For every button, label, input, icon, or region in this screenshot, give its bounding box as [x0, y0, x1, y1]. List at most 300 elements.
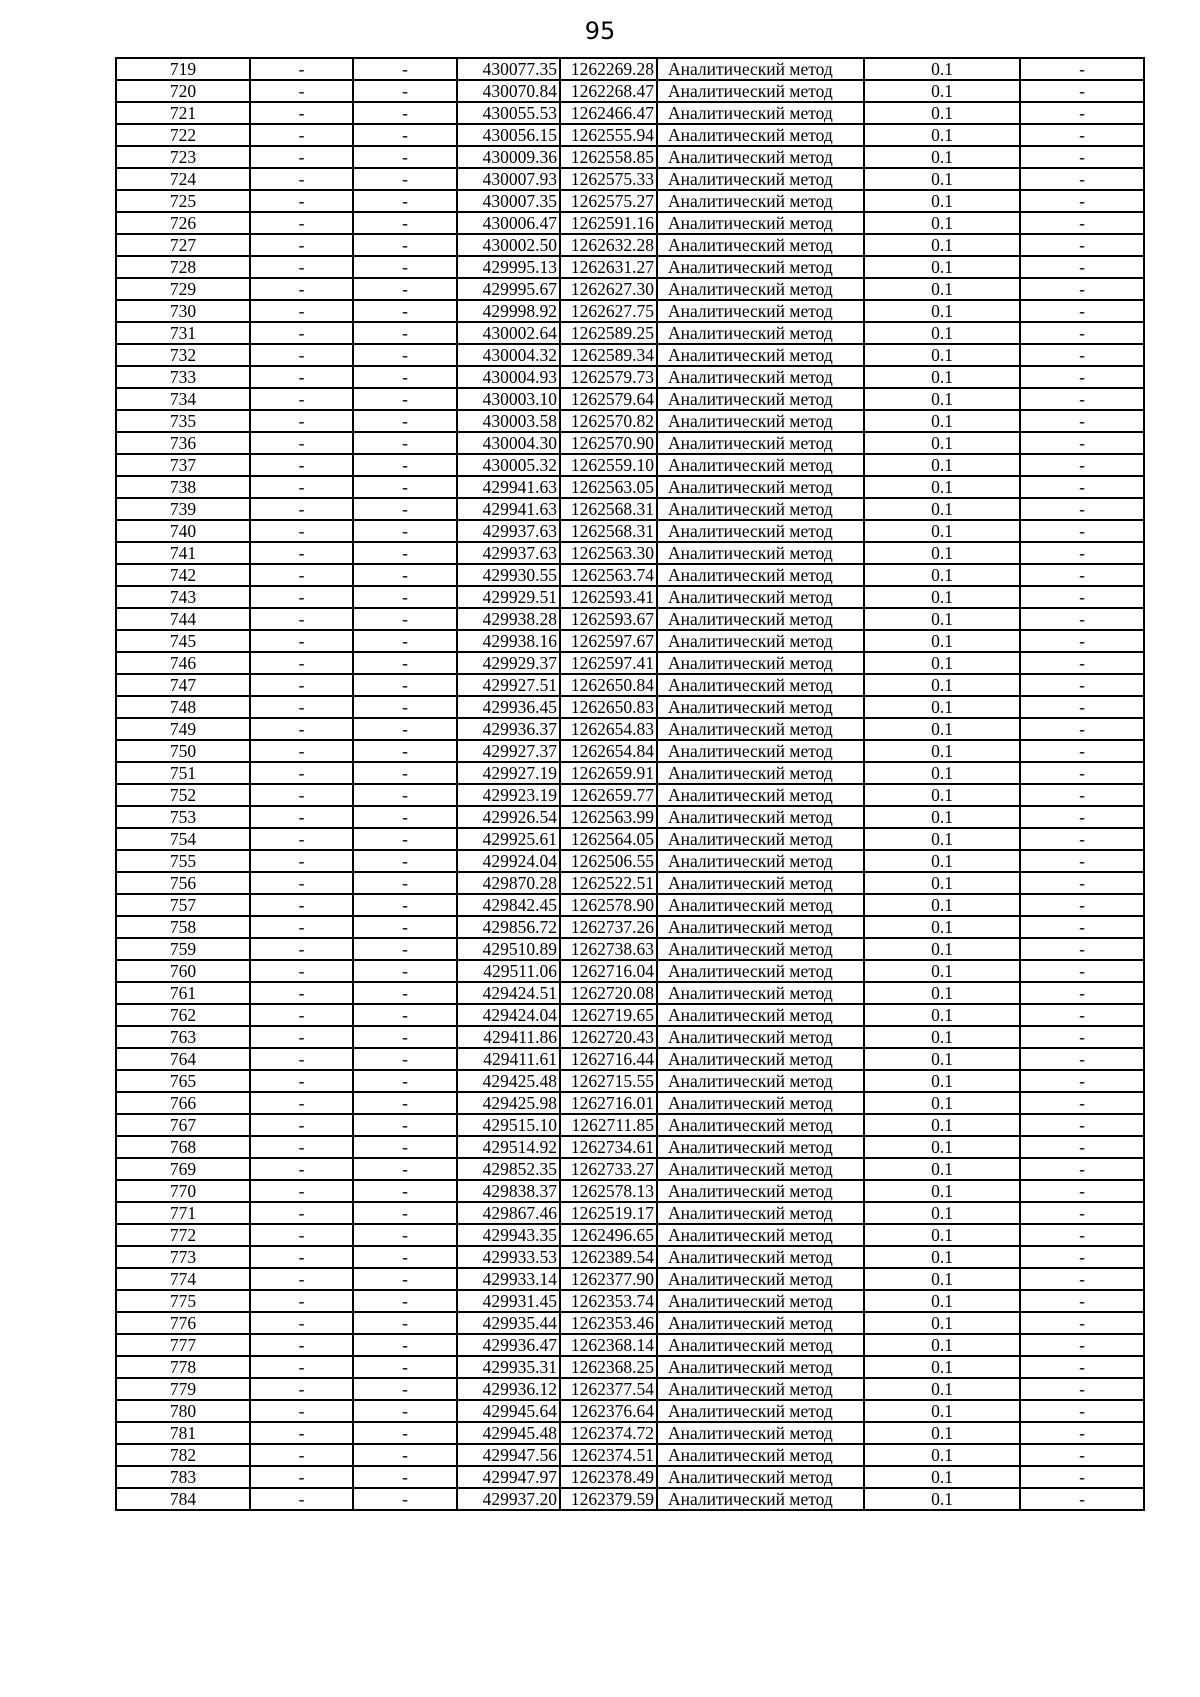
y-coordinate-cell: 1262506.55	[560, 850, 657, 872]
y-coordinate-cell: 1262570.90	[560, 432, 657, 454]
method-cell: Аналитический метод	[657, 784, 864, 806]
accuracy-cell: 0.1	[864, 1400, 1020, 1422]
method-cell: Аналитический метод	[657, 168, 864, 190]
point-number-cell: 744	[116, 608, 250, 630]
empty-cell-b: -	[353, 322, 457, 344]
empty-cell-b: -	[353, 960, 457, 982]
empty-cell-b: -	[353, 850, 457, 872]
accuracy-cell: 0.1	[864, 1224, 1020, 1246]
description-cell: -	[1020, 542, 1144, 564]
method-cell: Аналитический метод	[657, 872, 864, 894]
empty-cell-b: -	[353, 102, 457, 124]
method-cell: Аналитический метод	[657, 1048, 864, 1070]
empty-cell-a: -	[250, 1070, 353, 1092]
description-cell: -	[1020, 894, 1144, 916]
point-number-cell: 784	[116, 1488, 250, 1510]
accuracy-cell: 0.1	[864, 938, 1020, 960]
table-row	[116, 1422, 1144, 1444]
y-coordinate-cell: 1262568.31	[560, 520, 657, 542]
method-cell: Аналитический метод	[657, 124, 864, 146]
accuracy-cell: 0.1	[864, 80, 1020, 102]
method-cell: Аналитический метод	[657, 1092, 864, 1114]
method-cell: Аналитический метод	[657, 256, 864, 278]
empty-cell-a: -	[250, 168, 353, 190]
table-row	[116, 960, 1144, 982]
accuracy-cell: 0.1	[864, 564, 1020, 586]
table-row	[116, 1246, 1144, 1268]
description-cell: -	[1020, 498, 1144, 520]
description-cell: -	[1020, 1356, 1144, 1378]
y-coordinate-cell: 1262593.41	[560, 586, 657, 608]
y-coordinate-cell: 1262466.47	[560, 102, 657, 124]
empty-cell-a: -	[250, 1180, 353, 1202]
point-number-cell: 766	[116, 1092, 250, 1114]
table-row	[116, 388, 1144, 410]
method-cell: Аналитический метод	[657, 498, 864, 520]
accuracy-cell: 0.1	[864, 608, 1020, 630]
table-row	[116, 1400, 1144, 1422]
empty-cell-b: -	[353, 300, 457, 322]
point-number-cell: 738	[116, 476, 250, 498]
x-coordinate-cell: 429867.46	[457, 1202, 560, 1224]
empty-cell-a: -	[250, 652, 353, 674]
description-cell: -	[1020, 1136, 1144, 1158]
table-row	[116, 1004, 1144, 1026]
method-cell: Аналитический метод	[657, 586, 864, 608]
point-number-cell: 721	[116, 102, 250, 124]
empty-cell-b: -	[353, 806, 457, 828]
point-number-cell: 746	[116, 652, 250, 674]
method-cell: Аналитический метод	[657, 1334, 864, 1356]
method-cell: Аналитический метод	[657, 608, 864, 630]
x-coordinate-cell: 429514.92	[457, 1136, 560, 1158]
table-row	[116, 322, 1144, 344]
description-cell: -	[1020, 674, 1144, 696]
description-cell: -	[1020, 828, 1144, 850]
method-cell: Аналитический метод	[657, 520, 864, 542]
empty-cell-a: -	[250, 388, 353, 410]
empty-cell-a: -	[250, 1092, 353, 1114]
x-coordinate-cell: 429941.63	[457, 476, 560, 498]
x-coordinate-cell: 429947.56	[457, 1444, 560, 1466]
accuracy-cell: 0.1	[864, 806, 1020, 828]
empty-cell-b: -	[353, 762, 457, 784]
point-number-cell: 782	[116, 1444, 250, 1466]
point-number-cell: 756	[116, 872, 250, 894]
empty-cell-a: -	[250, 608, 353, 630]
description-cell: -	[1020, 982, 1144, 1004]
empty-cell-a: -	[250, 894, 353, 916]
description-cell: -	[1020, 586, 1144, 608]
accuracy-cell: 0.1	[864, 300, 1020, 322]
method-cell: Аналитический метод	[657, 58, 864, 80]
empty-cell-a: -	[250, 1356, 353, 1378]
description-cell: -	[1020, 740, 1144, 762]
empty-cell-b: -	[353, 190, 457, 212]
table-row	[116, 520, 1144, 542]
empty-cell-b: -	[353, 1070, 457, 1092]
x-coordinate-cell: 430009.36	[457, 146, 560, 168]
accuracy-cell: 0.1	[864, 872, 1020, 894]
empty-cell-a: -	[250, 938, 353, 960]
empty-cell-a: -	[250, 102, 353, 124]
method-cell: Аналитический метод	[657, 916, 864, 938]
point-number-cell: 731	[116, 322, 250, 344]
description-cell: -	[1020, 1158, 1144, 1180]
y-coordinate-cell: 1262496.65	[560, 1224, 657, 1246]
description-cell: -	[1020, 850, 1144, 872]
description-cell: -	[1020, 432, 1144, 454]
x-coordinate-cell: 429941.63	[457, 498, 560, 520]
x-coordinate-cell: 429923.19	[457, 784, 560, 806]
accuracy-cell: 0.1	[864, 366, 1020, 388]
table-row	[116, 872, 1144, 894]
empty-cell-b: -	[353, 564, 457, 586]
empty-cell-a: -	[250, 344, 353, 366]
table-row	[116, 1444, 1144, 1466]
description-cell: -	[1020, 1180, 1144, 1202]
accuracy-cell: 0.1	[864, 322, 1020, 344]
x-coordinate-cell: 429936.37	[457, 718, 560, 740]
y-coordinate-cell: 1262353.74	[560, 1290, 657, 1312]
empty-cell-b: -	[353, 1312, 457, 1334]
y-coordinate-cell: 1262716.01	[560, 1092, 657, 1114]
empty-cell-a: -	[250, 1246, 353, 1268]
description-cell: -	[1020, 1202, 1144, 1224]
table-row	[116, 366, 1144, 388]
x-coordinate-cell: 429425.98	[457, 1092, 560, 1114]
x-coordinate-cell: 429933.53	[457, 1246, 560, 1268]
accuracy-cell: 0.1	[864, 1422, 1020, 1444]
y-coordinate-cell: 1262522.51	[560, 872, 657, 894]
method-cell: Аналитический метод	[657, 1400, 864, 1422]
empty-cell-b: -	[353, 1334, 457, 1356]
point-number-cell: 777	[116, 1334, 250, 1356]
accuracy-cell: 0.1	[864, 256, 1020, 278]
method-cell: Аналитический метод	[657, 1202, 864, 1224]
description-cell: -	[1020, 1268, 1144, 1290]
empty-cell-a: -	[250, 80, 353, 102]
accuracy-cell: 0.1	[864, 718, 1020, 740]
x-coordinate-cell: 429924.04	[457, 850, 560, 872]
table-row	[116, 80, 1144, 102]
empty-cell-a: -	[250, 322, 353, 344]
table-row	[116, 190, 1144, 212]
method-cell: Аналитический метод	[657, 850, 864, 872]
empty-cell-a: -	[250, 1444, 353, 1466]
empty-cell-b: -	[353, 1422, 457, 1444]
x-coordinate-cell: 430007.93	[457, 168, 560, 190]
table-row	[116, 674, 1144, 696]
table-row	[116, 1048, 1144, 1070]
y-coordinate-cell: 1262578.13	[560, 1180, 657, 1202]
description-cell: -	[1020, 608, 1144, 630]
y-coordinate-cell: 1262374.51	[560, 1444, 657, 1466]
x-coordinate-cell: 430007.35	[457, 190, 560, 212]
table-row	[116, 1136, 1144, 1158]
description-cell: -	[1020, 256, 1144, 278]
description-cell: -	[1020, 938, 1144, 960]
point-number-cell: 762	[116, 1004, 250, 1026]
empty-cell-b: -	[353, 388, 457, 410]
x-coordinate-cell: 429930.55	[457, 564, 560, 586]
description-cell: -	[1020, 1114, 1144, 1136]
empty-cell-a: -	[250, 960, 353, 982]
table-body	[116, 58, 1144, 1510]
y-coordinate-cell: 1262563.74	[560, 564, 657, 586]
y-coordinate-cell: 1262659.91	[560, 762, 657, 784]
empty-cell-a: -	[250, 1334, 353, 1356]
method-cell: Аналитический метод	[657, 102, 864, 124]
table-row	[116, 234, 1144, 256]
accuracy-cell: 0.1	[864, 1136, 1020, 1158]
accuracy-cell: 0.1	[864, 1048, 1020, 1070]
point-number-cell: 732	[116, 344, 250, 366]
point-number-cell: 726	[116, 212, 250, 234]
x-coordinate-cell: 430055.53	[457, 102, 560, 124]
empty-cell-a: -	[250, 454, 353, 476]
point-number-cell: 723	[116, 146, 250, 168]
description-cell: -	[1020, 476, 1144, 498]
method-cell: Аналитический метод	[657, 1268, 864, 1290]
accuracy-cell: 0.1	[864, 454, 1020, 476]
y-coordinate-cell: 1262579.73	[560, 366, 657, 388]
accuracy-cell: 0.1	[864, 982, 1020, 1004]
empty-cell-b: -	[353, 1202, 457, 1224]
description-cell: -	[1020, 762, 1144, 784]
method-cell: Аналитический метод	[657, 1224, 864, 1246]
description-cell: -	[1020, 916, 1144, 938]
point-number-cell: 725	[116, 190, 250, 212]
empty-cell-a: -	[250, 982, 353, 1004]
method-cell: Аналитический метод	[657, 1158, 864, 1180]
y-coordinate-cell: 1262597.67	[560, 630, 657, 652]
accuracy-cell: 0.1	[864, 784, 1020, 806]
empty-cell-a: -	[250, 674, 353, 696]
point-number-cell: 739	[116, 498, 250, 520]
accuracy-cell: 0.1	[864, 234, 1020, 256]
empty-cell-a: -	[250, 1466, 353, 1488]
table-row	[116, 476, 1144, 498]
x-coordinate-cell: 429424.04	[457, 1004, 560, 1026]
table-row	[116, 828, 1144, 850]
empty-cell-b: -	[353, 1136, 457, 1158]
empty-cell-a: -	[250, 410, 353, 432]
y-coordinate-cell: 1262389.54	[560, 1246, 657, 1268]
description-cell: -	[1020, 696, 1144, 718]
x-coordinate-cell: 429936.12	[457, 1378, 560, 1400]
empty-cell-b: -	[353, 652, 457, 674]
x-coordinate-cell: 429937.63	[457, 520, 560, 542]
y-coordinate-cell: 1262519.17	[560, 1202, 657, 1224]
table-row	[116, 1070, 1144, 1092]
description-cell: -	[1020, 168, 1144, 190]
point-number-cell: 748	[116, 696, 250, 718]
empty-cell-b: -	[353, 278, 457, 300]
table-row	[116, 1092, 1144, 1114]
y-coordinate-cell: 1262589.34	[560, 344, 657, 366]
point-number-cell: 747	[116, 674, 250, 696]
description-cell: -	[1020, 1004, 1144, 1026]
point-number-cell: 749	[116, 718, 250, 740]
x-coordinate-cell: 430004.30	[457, 432, 560, 454]
table-row	[116, 740, 1144, 762]
point-number-cell: 761	[116, 982, 250, 1004]
empty-cell-b: -	[353, 1026, 457, 1048]
method-cell: Аналитический метод	[657, 80, 864, 102]
method-cell: Аналитический метод	[657, 740, 864, 762]
empty-cell-b: -	[353, 410, 457, 432]
method-cell: Аналитический метод	[657, 190, 864, 212]
y-coordinate-cell: 1262269.28	[560, 58, 657, 80]
point-number-cell: 780	[116, 1400, 250, 1422]
description-cell: -	[1020, 872, 1144, 894]
empty-cell-b: -	[353, 1092, 457, 1114]
point-number-cell: 720	[116, 80, 250, 102]
method-cell: Аналитический метод	[657, 146, 864, 168]
description-cell: -	[1020, 102, 1144, 124]
method-cell: Аналитический метод	[657, 300, 864, 322]
y-coordinate-cell: 1262563.30	[560, 542, 657, 564]
accuracy-cell: 0.1	[864, 498, 1020, 520]
table-row	[116, 344, 1144, 366]
accuracy-cell: 0.1	[864, 410, 1020, 432]
method-cell: Аналитический метод	[657, 718, 864, 740]
x-coordinate-cell: 429938.16	[457, 630, 560, 652]
x-coordinate-cell: 430002.50	[457, 234, 560, 256]
point-number-cell: 773	[116, 1246, 250, 1268]
empty-cell-a: -	[250, 872, 353, 894]
empty-cell-a: -	[250, 1158, 353, 1180]
accuracy-cell: 0.1	[864, 696, 1020, 718]
empty-cell-a: -	[250, 1268, 353, 1290]
description-cell: -	[1020, 344, 1144, 366]
method-cell: Аналитический метод	[657, 476, 864, 498]
method-cell: Аналитический метод	[657, 1290, 864, 1312]
empty-cell-a: -	[250, 520, 353, 542]
coordinates-table	[115, 57, 1145, 1511]
point-number-cell: 765	[116, 1070, 250, 1092]
empty-cell-b: -	[353, 58, 457, 80]
x-coordinate-cell: 429935.44	[457, 1312, 560, 1334]
empty-cell-a: -	[250, 432, 353, 454]
x-coordinate-cell: 429425.48	[457, 1070, 560, 1092]
table-row	[116, 1026, 1144, 1048]
table-row	[116, 1356, 1144, 1378]
method-cell: Аналитический метод	[657, 454, 864, 476]
accuracy-cell: 0.1	[864, 1114, 1020, 1136]
method-cell: Аналитический метод	[657, 388, 864, 410]
table-row	[116, 102, 1144, 124]
x-coordinate-cell: 429870.28	[457, 872, 560, 894]
table-row	[116, 718, 1144, 740]
y-coordinate-cell: 1262578.90	[560, 894, 657, 916]
empty-cell-a: -	[250, 498, 353, 520]
y-coordinate-cell: 1262720.43	[560, 1026, 657, 1048]
empty-cell-a: -	[250, 1202, 353, 1224]
accuracy-cell: 0.1	[864, 432, 1020, 454]
page-number: 95	[584, 17, 616, 45]
y-coordinate-cell: 1262564.05	[560, 828, 657, 850]
empty-cell-b: -	[353, 168, 457, 190]
y-coordinate-cell: 1262631.27	[560, 256, 657, 278]
table-row	[116, 564, 1144, 586]
empty-cell-a: -	[250, 564, 353, 586]
x-coordinate-cell: 430005.32	[457, 454, 560, 476]
y-coordinate-cell: 1262368.14	[560, 1334, 657, 1356]
description-cell: -	[1020, 520, 1144, 542]
empty-cell-b: -	[353, 1290, 457, 1312]
x-coordinate-cell: 429515.10	[457, 1114, 560, 1136]
description-cell: -	[1020, 652, 1144, 674]
empty-cell-a: -	[250, 630, 353, 652]
y-coordinate-cell: 1262734.61	[560, 1136, 657, 1158]
point-number-cell: 774	[116, 1268, 250, 1290]
table-row	[116, 278, 1144, 300]
description-cell: -	[1020, 784, 1144, 806]
x-coordinate-cell: 430002.64	[457, 322, 560, 344]
point-number-cell: 758	[116, 916, 250, 938]
table-row	[116, 300, 1144, 322]
point-number-cell: 755	[116, 850, 250, 872]
accuracy-cell: 0.1	[864, 146, 1020, 168]
method-cell: Аналитический метод	[657, 630, 864, 652]
point-number-cell: 734	[116, 388, 250, 410]
description-cell: -	[1020, 366, 1144, 388]
accuracy-cell: 0.1	[864, 674, 1020, 696]
empty-cell-b: -	[353, 982, 457, 1004]
table-row	[116, 454, 1144, 476]
description-cell: -	[1020, 1092, 1144, 1114]
method-cell: Аналитический метод	[657, 1356, 864, 1378]
empty-cell-a: -	[250, 828, 353, 850]
empty-cell-b: -	[353, 718, 457, 740]
table-row	[116, 432, 1144, 454]
empty-cell-a: -	[250, 1312, 353, 1334]
point-number-cell: 745	[116, 630, 250, 652]
method-cell: Аналитический метод	[657, 806, 864, 828]
y-coordinate-cell: 1262570.82	[560, 410, 657, 432]
y-coordinate-cell: 1262575.33	[560, 168, 657, 190]
point-number-cell: 724	[116, 168, 250, 190]
description-cell: -	[1020, 1378, 1144, 1400]
method-cell: Аналитический метод	[657, 652, 864, 674]
y-coordinate-cell: 1262654.83	[560, 718, 657, 740]
y-coordinate-cell: 1262720.08	[560, 982, 657, 1004]
method-cell: Аналитический метод	[657, 894, 864, 916]
accuracy-cell: 0.1	[864, 850, 1020, 872]
empty-cell-b: -	[353, 234, 457, 256]
x-coordinate-cell: 429838.37	[457, 1180, 560, 1202]
empty-cell-a: -	[250, 476, 353, 498]
method-cell: Аналитический метод	[657, 1246, 864, 1268]
x-coordinate-cell: 429842.45	[457, 894, 560, 916]
method-cell: Аналитический метод	[657, 564, 864, 586]
description-cell: -	[1020, 1466, 1144, 1488]
description-cell: -	[1020, 1246, 1144, 1268]
description-cell: -	[1020, 322, 1144, 344]
x-coordinate-cell: 429927.37	[457, 740, 560, 762]
x-coordinate-cell: 429938.28	[457, 608, 560, 630]
empty-cell-b: -	[353, 542, 457, 564]
table-row	[116, 850, 1144, 872]
y-coordinate-cell: 1262374.72	[560, 1422, 657, 1444]
y-coordinate-cell: 1262716.04	[560, 960, 657, 982]
method-cell: Аналитический метод	[657, 1312, 864, 1334]
empty-cell-b: -	[353, 1180, 457, 1202]
description-cell: -	[1020, 1070, 1144, 1092]
y-coordinate-cell: 1262654.84	[560, 740, 657, 762]
